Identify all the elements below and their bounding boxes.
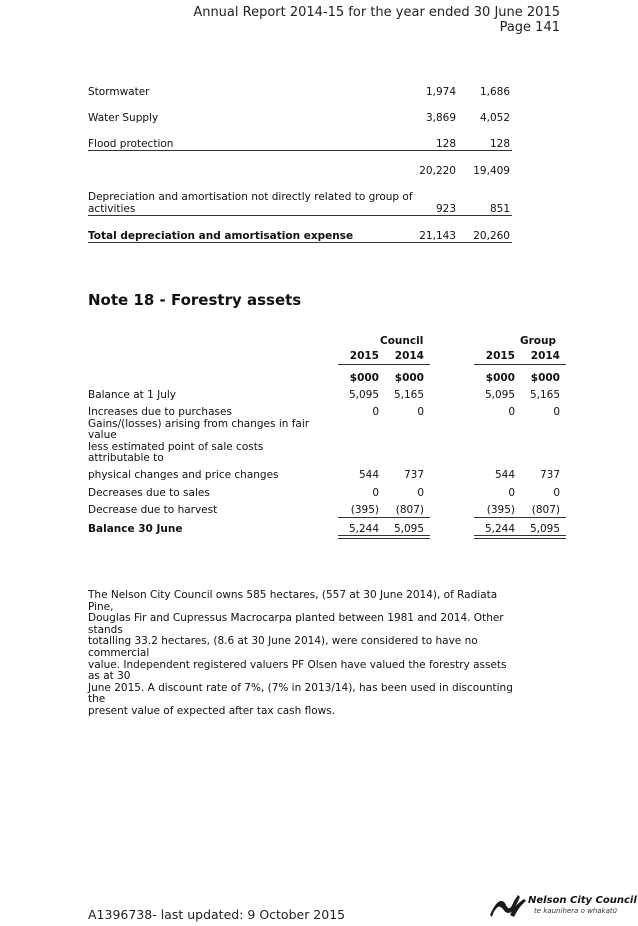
group-2015: 5,095 [484, 389, 515, 401]
value-2015: 1,974 [425, 86, 456, 98]
row-label: Gains/(losses) arising from changes in fair [88, 418, 310, 430]
rule [338, 538, 430, 539]
group-header: Group [520, 335, 557, 347]
group-2014: (807) [531, 504, 560, 516]
value-2015: 923 [435, 203, 456, 215]
row-label: Stormwater [88, 86, 150, 98]
council-header: Council [380, 335, 424, 347]
row-label: Decrease due to harvest [88, 504, 218, 516]
row-label: physical changes and price changes [88, 469, 279, 481]
council-2015-header: 2015 [349, 350, 379, 362]
rule [88, 150, 512, 151]
group-2014: 5,165 [529, 389, 560, 401]
unit-label: $000 [349, 372, 379, 384]
row-label: Depreciation and amortisation not directly related to group of [88, 191, 413, 203]
council-2015: (395) [350, 504, 379, 516]
logo-tagline: te kaunihera o whakatū [534, 907, 618, 915]
council-2015: 0 [372, 487, 379, 499]
paragraph-line: present value of expected after tax cash flows. [88, 704, 336, 717]
paragraph-line: value. Independent registered valuers PF Olsen have valued the forestry assets as at 30 [88, 658, 507, 683]
paragraph-line: June 2015. A discount rate of 7%, (7% in 2013/14), has been used in discounting the [88, 681, 513, 706]
group-2015: 5,244 [484, 523, 515, 535]
group-2014-header: 2014 [530, 350, 560, 362]
rule [338, 517, 430, 518]
row-label: Flood protection [88, 138, 174, 150]
total-label: Total depreciation and amortisation expense [88, 230, 354, 242]
forestry-description [88, 590, 518, 718]
rule [88, 242, 512, 243]
row-label-cont: attributable to [88, 452, 164, 464]
group-2014: 5,095 [529, 523, 560, 535]
value-2015: 3,869 [425, 112, 456, 124]
council-2014: 0 [417, 406, 424, 418]
group-2014: 0 [553, 487, 560, 499]
council-2015: 5,095 [348, 389, 379, 401]
value-2014: 851 [489, 203, 510, 215]
row-label-cont: value [88, 429, 117, 441]
group-2015-header: 2015 [485, 350, 515, 362]
subtotal-2014: 19,409 [473, 165, 510, 177]
value-2015: 128 [435, 138, 456, 150]
document-reference: A1396738- last updated: 9 October 2015 [88, 907, 346, 922]
row-label: Balance at 1 July [88, 389, 177, 401]
rule [474, 535, 566, 536]
council-logo [488, 893, 637, 919]
group-2015: 0 [508, 487, 515, 499]
row-label-cont: activities [88, 203, 136, 215]
rule [474, 538, 566, 539]
group-2015: (395) [486, 504, 515, 516]
report-header-title: Annual Report 2014-15 for the year ended 30 June 2015 [193, 5, 560, 20]
council-2015: 5,244 [348, 523, 379, 535]
row-label-cont: less estimated point of sale costs [88, 441, 264, 453]
unit-label: $000 [530, 372, 560, 384]
rule [338, 535, 430, 536]
council-2014: 737 [403, 469, 424, 481]
paragraph-line: The Nelson City Council owns 585 hectares, (557 at 30 June 2014), of Radiata Pine, [88, 589, 498, 613]
logo-name: Nelson City Council [528, 895, 637, 906]
value-2014: 4,052 [479, 112, 510, 124]
row-label: Increases due to purchases [88, 406, 232, 418]
council-2014: 5,095 [393, 523, 424, 535]
rule [474, 517, 566, 518]
council-2014: 0 [417, 487, 424, 499]
page-number: Page 141 [499, 20, 560, 35]
total-2015: 21,143 [419, 230, 456, 242]
paragraph-line: Douglas Fir and Cupressus Macrocarpa planted between 1981 and 2014. Other stands [88, 612, 504, 636]
row-label: Balance 30 June [88, 523, 183, 535]
rule [474, 364, 566, 365]
council-2015: 0 [372, 406, 379, 418]
council-2014-header: 2014 [394, 350, 424, 362]
rule [88, 215, 512, 216]
council-2014: 5,165 [393, 389, 424, 401]
note-title: Note 18 - Forestry assets [88, 291, 302, 309]
paragraph-line: totalling 33.2 hectares, (8.6 at 30 June 2014), were considered to have no commercial [88, 635, 478, 659]
council-2014: (807) [395, 504, 424, 516]
value-2014: 128 [489, 138, 510, 150]
group-2015: 0 [508, 406, 515, 418]
unit-label: $000 [485, 372, 515, 384]
group-2015: 544 [494, 469, 515, 481]
subtotal-2015: 20,220 [419, 165, 456, 177]
row-label: Water Supply [88, 112, 159, 124]
row-label: Decreases due to sales [88, 487, 210, 499]
unit-label: $000 [394, 372, 424, 384]
value-2014: 1,686 [479, 86, 510, 98]
total-2014: 20,260 [473, 230, 510, 242]
group-2014: 737 [539, 469, 560, 481]
group-2014: 0 [553, 406, 560, 418]
council-2015: 544 [358, 469, 379, 481]
logo-mark-icon [488, 893, 528, 919]
rule [338, 364, 430, 365]
